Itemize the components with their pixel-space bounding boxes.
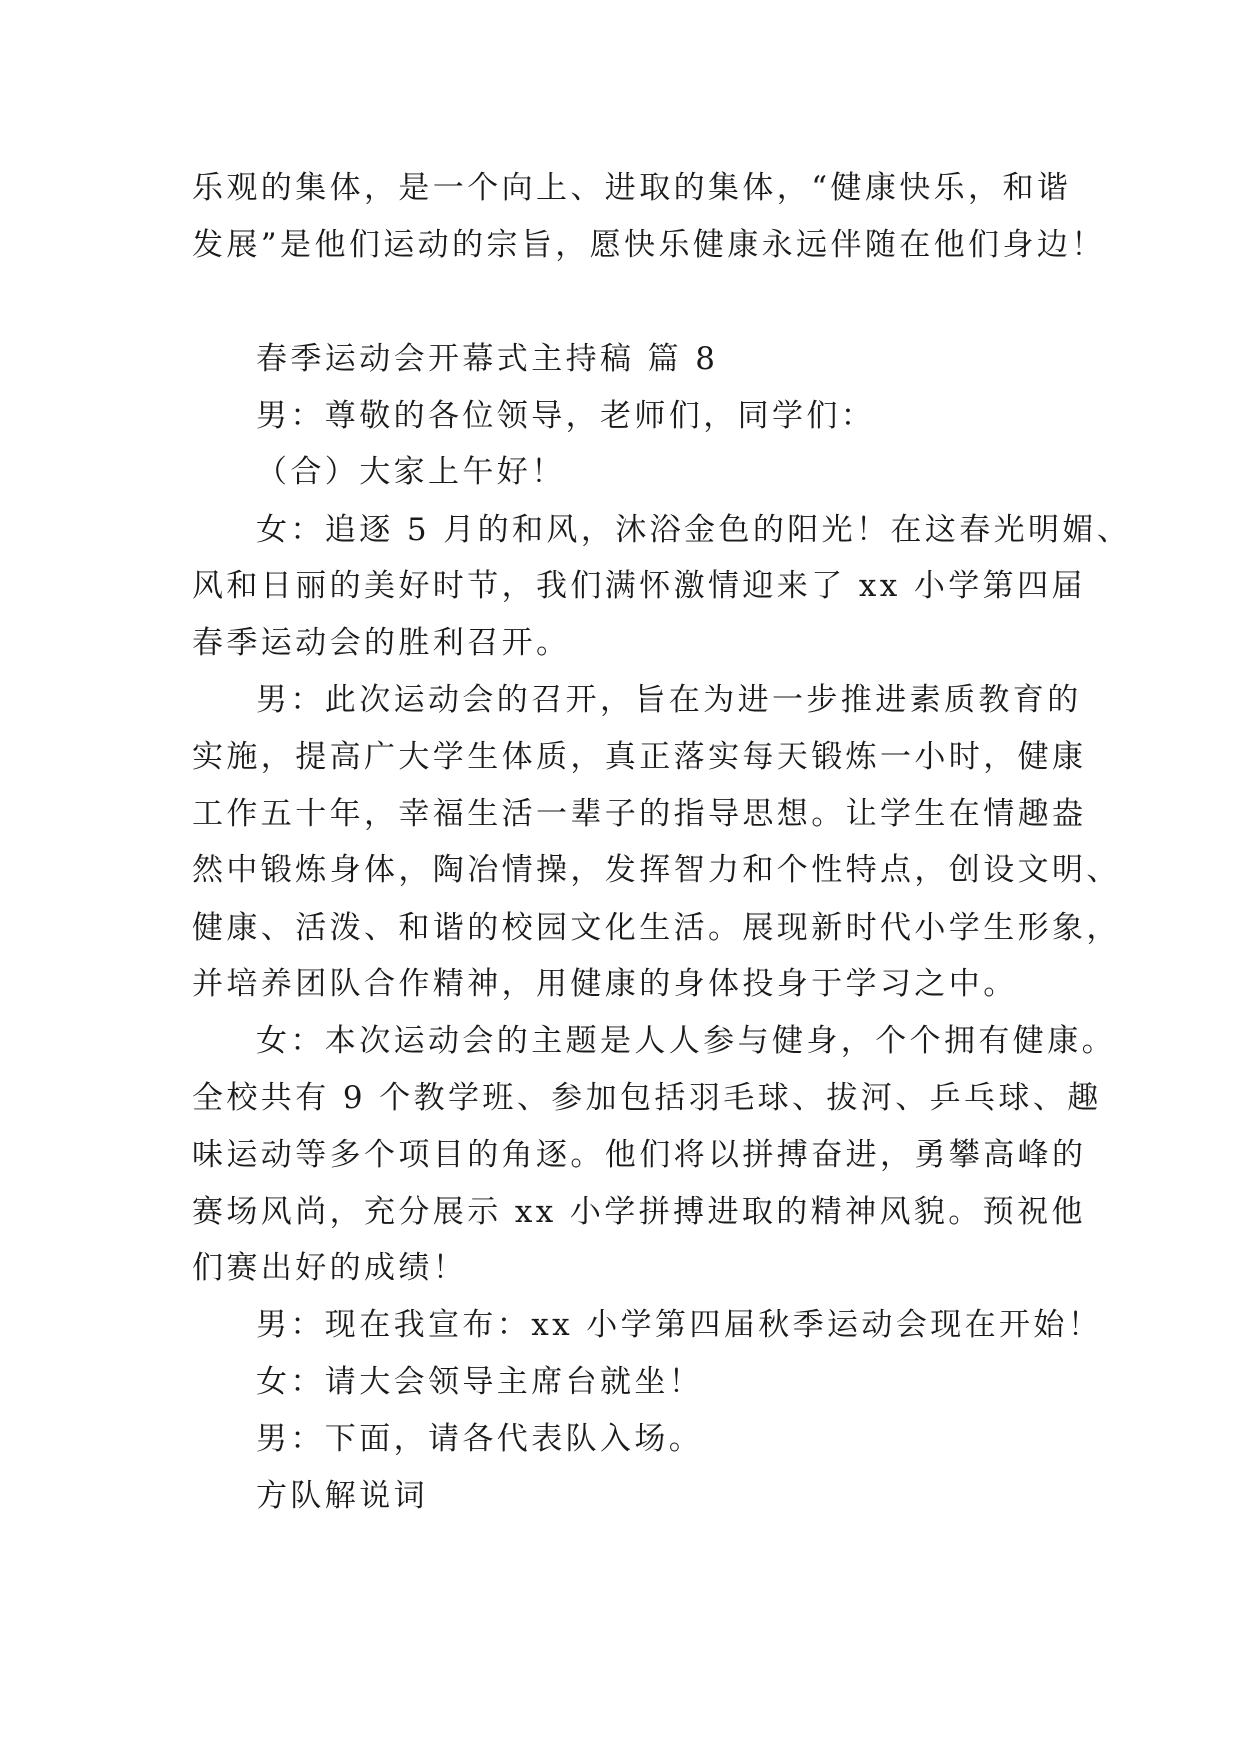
paragraph-line: 女：请大会领导主席台就坐！ (256, 1364, 704, 1400)
paragraph-line: 乐观的集体，是一个向上、进取的集体，“健康快乐，和谐 (192, 170, 1072, 206)
paragraph-line: 味运动等多个项目的角逐。他们将以拼搏奋进，勇攀高峰的 (192, 1137, 1087, 1173)
paragraph-line: 健康、活泼、和谐的校园文化生活。展现新时代小学生形象， (192, 910, 1121, 946)
paragraph-line: 工作五十年，幸福生活一辈子的指导思想。让学生在情趣盎 (192, 796, 1087, 832)
paragraph-line: 女：追逐 5 月的和风，沐浴金色的阳光！在这春光明媚、 (256, 512, 1132, 548)
subsection-title: 方队解说词 (256, 1478, 428, 1514)
paragraph-line: 然中锻炼身体，陶冶情操，发挥智力和个性特点，创设文明、 (192, 852, 1121, 888)
paragraph-line: 发展”是他们运动的宗旨，愿快乐健康永远伴随在他们身边！ (192, 227, 1106, 263)
paragraph-line: 男：尊敬的各位领导，老师们，同学们： (256, 398, 876, 434)
paragraph-line: 女：本次运动会的主题是人人参与健身，个个拥有健康。 (256, 1023, 1116, 1059)
section-title: 春季运动会开幕式主持稿 篇 8 (256, 341, 719, 377)
paragraph-line: 并培养团队合作精神，用健康的身体投身于学习之中。 (192, 966, 1018, 1002)
paragraph-line: 男：下面，请各代表队入场。 (256, 1421, 704, 1457)
paragraph-line: （合）大家上午好！ (256, 454, 566, 490)
paragraph-line: 赛场风尚，充分展示 xx 小学拼搏进取的精神风貌。预祝他 (192, 1194, 1086, 1230)
paragraph-line: 风和日丽的美好时节，我们满怀激情迎来了 xx 小学第四届 (192, 568, 1086, 604)
paragraph-line: 们赛出好的成绩！ (192, 1250, 468, 1286)
paragraph-line: 实施，提高广大学生体质，真正落实每天锻炼一小时，健康 (192, 739, 1087, 775)
paragraph-line: 春季运动会的胜利召开。 (192, 625, 571, 661)
paragraph-line: 全校共有 9 个教学班、参加包括羽毛球、拔河、乒乓球、趣 (192, 1080, 1102, 1116)
paragraph-line: 男：此次运动会的召开，旨在为进一步推进素质教育的 (256, 682, 1082, 718)
paragraph-line: 男：现在我宣布：xx 小学第四届秋季运动会现在开始！ (256, 1307, 1103, 1343)
